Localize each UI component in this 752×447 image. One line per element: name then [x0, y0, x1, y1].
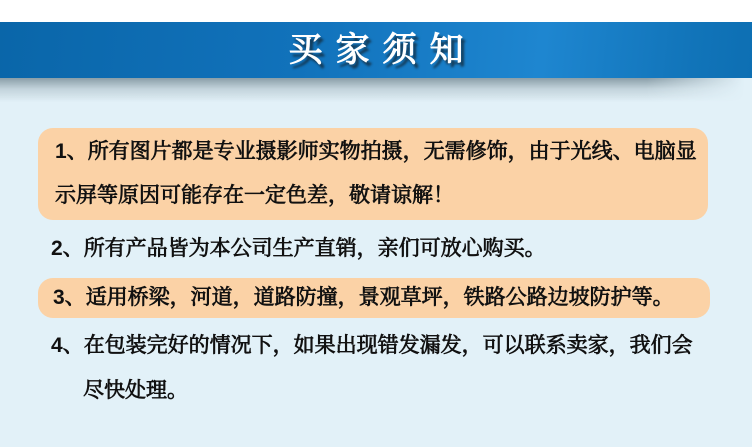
page-title: 买家须知: [288, 31, 477, 69]
notice-body: [0, 78, 752, 447]
notice-item-4-text: 在包装完好的情况下，如果出现错发漏发，可以联系卖家，我们会尽快处理。: [83, 334, 693, 402]
notice-item-4: [51, 323, 701, 413]
notice-item-1-text: 所有图片都是专业摄影师实物拍摄，无需修饰，由于光线、电脑显示屏等原因可能存在一定色差，敬请谅解！: [55, 140, 697, 207]
notice-item-2-number: 2、: [51, 237, 84, 260]
notice-item-1-number: 1、: [55, 140, 88, 163]
notice-item-2: [51, 232, 711, 266]
notice-item-4-number: 4、: [51, 334, 84, 357]
notice-item-3-number: 3、: [53, 286, 86, 309]
notice-item-3-text: 适用桥梁，河道，道路防撞，景观草坪，铁路公路边坡防护等。: [85, 286, 674, 309]
header-banner: [0, 22, 752, 78]
notice-item-2-text: 所有产品皆为本公司生产直销，亲们可放心购买。: [83, 237, 546, 260]
notice-item-3: [38, 278, 710, 318]
notice-item-1: [38, 128, 708, 220]
banner-drop-shadow: [0, 78, 752, 102]
